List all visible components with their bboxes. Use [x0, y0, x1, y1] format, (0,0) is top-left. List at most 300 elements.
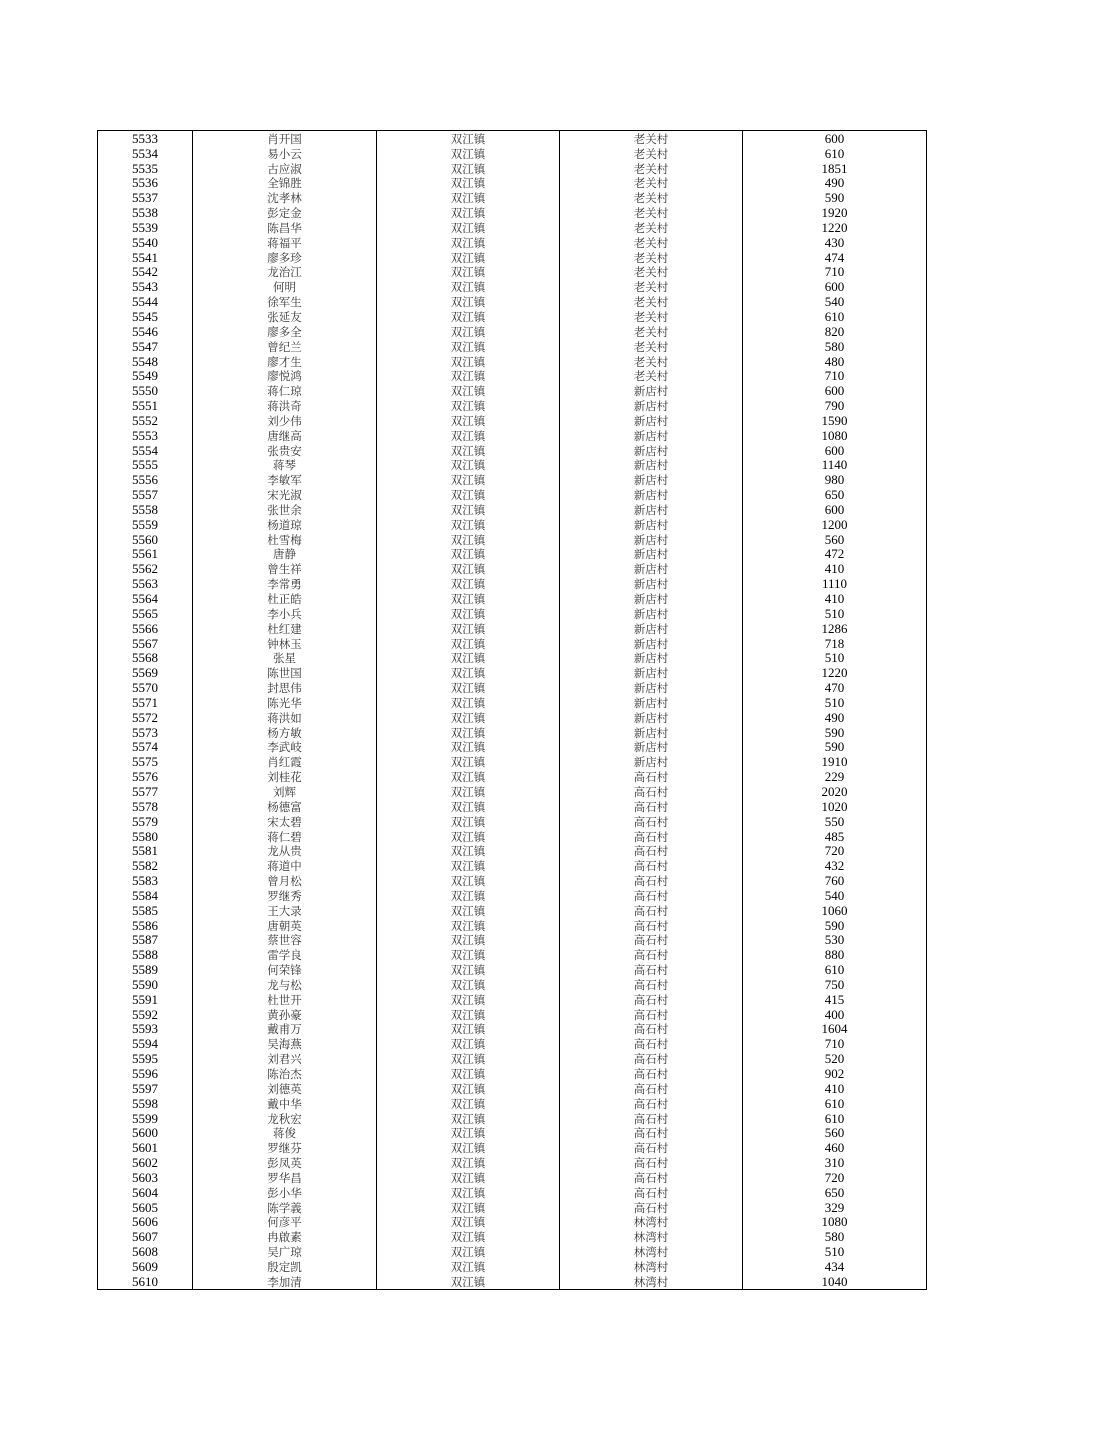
row-number-cell: 5550: [98, 383, 193, 398]
table-row: [98, 799, 927, 814]
amount-cell: 1286: [743, 621, 927, 636]
table-row: [98, 829, 927, 844]
amount-cell: 1020: [743, 799, 927, 814]
town-cell: 双江镇: [377, 547, 560, 562]
amount-cell: 590: [743, 190, 927, 205]
person-name-cell: 刘辉: [193, 784, 377, 799]
row-number-cell: 5587: [98, 933, 193, 948]
amount-cell: 490: [743, 710, 927, 725]
row-number-cell: 5588: [98, 947, 193, 962]
village-cell: 高石村: [560, 829, 743, 844]
table-row: [98, 769, 927, 784]
row-number-cell: 5605: [98, 1200, 193, 1215]
amount-cell: 510: [743, 606, 927, 621]
town-cell: 双江镇: [377, 1155, 560, 1170]
table-row: [98, 309, 927, 324]
table-row: [98, 443, 927, 458]
amount-cell: 1851: [743, 161, 927, 176]
row-number-cell: 5568: [98, 651, 193, 666]
amount-cell: 710: [743, 369, 927, 384]
town-cell: 双江镇: [377, 1140, 560, 1155]
amount-cell: 510: [743, 695, 927, 710]
row-number-cell: 5583: [98, 873, 193, 888]
person-name-cell: 李武岐: [193, 740, 377, 755]
table-row: [98, 888, 927, 903]
town-cell: 双江镇: [377, 1274, 560, 1289]
person-name-cell: 刘德英: [193, 1081, 377, 1096]
amount-cell: 1040: [743, 1274, 927, 1289]
table-body: [98, 131, 927, 1290]
person-name-cell: 唐静: [193, 547, 377, 562]
row-number-cell: 5548: [98, 354, 193, 369]
amount-cell: 434: [743, 1259, 927, 1274]
row-number-cell: 5572: [98, 710, 193, 725]
town-cell: 双江镇: [377, 1066, 560, 1081]
amount-cell: 880: [743, 947, 927, 962]
town-cell: 双江镇: [377, 947, 560, 962]
table-row: [98, 1140, 927, 1155]
row-number-cell: 5609: [98, 1259, 193, 1274]
town-cell: 双江镇: [377, 458, 560, 473]
person-name-cell: 杨方敏: [193, 725, 377, 740]
village-cell: 新店村: [560, 636, 743, 651]
row-number-cell: 5576: [98, 769, 193, 784]
amount-cell: 720: [743, 1170, 927, 1185]
person-name-cell: 杜世开: [193, 992, 377, 1007]
person-name-cell: 陈昌华: [193, 220, 377, 235]
village-cell: 老关村: [560, 279, 743, 294]
person-name-cell: 龙治江: [193, 265, 377, 280]
person-name-cell: 全锦胜: [193, 176, 377, 191]
person-name-cell: 张贵安: [193, 443, 377, 458]
row-number-cell: 5589: [98, 962, 193, 977]
village-cell: 高石村: [560, 1126, 743, 1141]
amount-cell: 600: [743, 383, 927, 398]
amount-cell: 790: [743, 398, 927, 413]
table-row: [98, 131, 927, 146]
village-cell: 新店村: [560, 428, 743, 443]
town-cell: 双江镇: [377, 725, 560, 740]
amount-cell: 902: [743, 1066, 927, 1081]
village-cell: 高石村: [560, 1200, 743, 1215]
row-number-cell: 5538: [98, 205, 193, 220]
person-name-cell: 冉啟素: [193, 1229, 377, 1244]
row-number-cell: 5560: [98, 532, 193, 547]
amount-cell: 580: [743, 1229, 927, 1244]
village-cell: 林湾村: [560, 1259, 743, 1274]
table-row: [98, 651, 927, 666]
row-number-cell: 5557: [98, 487, 193, 502]
village-cell: 新店村: [560, 725, 743, 740]
village-cell: 高石村: [560, 1066, 743, 1081]
row-number-cell: 5556: [98, 472, 193, 487]
person-name-cell: 廖多珍: [193, 250, 377, 265]
village-cell: 新店村: [560, 740, 743, 755]
person-name-cell: 肖开国: [193, 131, 377, 146]
amount-cell: 510: [743, 1244, 927, 1259]
person-name-cell: 陈治杰: [193, 1066, 377, 1081]
person-name-cell: 戴中华: [193, 1096, 377, 1111]
village-cell: 新店村: [560, 502, 743, 517]
table-row: [98, 606, 927, 621]
amount-cell: 530: [743, 933, 927, 948]
amount-cell: 720: [743, 844, 927, 859]
town-cell: 双江镇: [377, 844, 560, 859]
village-cell: 老关村: [560, 324, 743, 339]
row-number-cell: 5539: [98, 220, 193, 235]
village-cell: 新店村: [560, 472, 743, 487]
village-cell: 新店村: [560, 754, 743, 769]
table-row: [98, 1170, 927, 1185]
row-number-cell: 5564: [98, 591, 193, 606]
amount-cell: 580: [743, 339, 927, 354]
person-name-cell: 彭凤英: [193, 1155, 377, 1170]
amount-cell: 1060: [743, 903, 927, 918]
village-cell: 高石村: [560, 977, 743, 992]
row-number-cell: 5555: [98, 458, 193, 473]
row-number-cell: 5601: [98, 1140, 193, 1155]
village-cell: 高石村: [560, 933, 743, 948]
person-name-cell: 彭小华: [193, 1185, 377, 1200]
town-cell: 双江镇: [377, 472, 560, 487]
town-cell: 双江镇: [377, 369, 560, 384]
row-number-cell: 5543: [98, 279, 193, 294]
table-row: [98, 621, 927, 636]
town-cell: 双江镇: [377, 146, 560, 161]
row-number-cell: 5561: [98, 547, 193, 562]
village-cell: 新店村: [560, 621, 743, 636]
village-cell: 老关村: [560, 354, 743, 369]
village-cell: 新店村: [560, 413, 743, 428]
village-cell: 老关村: [560, 369, 743, 384]
village-cell: 老关村: [560, 161, 743, 176]
town-cell: 双江镇: [377, 799, 560, 814]
row-number-cell: 5597: [98, 1081, 193, 1096]
town-cell: 双江镇: [377, 1081, 560, 1096]
table-row: [98, 1185, 927, 1200]
amount-cell: 470: [743, 680, 927, 695]
village-cell: 高石村: [560, 844, 743, 859]
person-name-cell: 刘桂花: [193, 769, 377, 784]
amount-cell: 760: [743, 873, 927, 888]
town-cell: 双江镇: [377, 413, 560, 428]
table-row: [98, 665, 927, 680]
row-number-cell: 5559: [98, 517, 193, 532]
amount-cell: 650: [743, 1185, 927, 1200]
row-number-cell: 5569: [98, 665, 193, 680]
town-cell: 双江镇: [377, 220, 560, 235]
row-number-cell: 5607: [98, 1229, 193, 1244]
table-row: [98, 324, 927, 339]
amount-cell: 1110: [743, 576, 927, 591]
village-cell: 新店村: [560, 591, 743, 606]
person-name-cell: 蒋洪奇: [193, 398, 377, 413]
table-row: [98, 1229, 927, 1244]
person-name-cell: 戴甫万: [193, 1022, 377, 1037]
row-number-cell: 5598: [98, 1096, 193, 1111]
row-number-cell: 5578: [98, 799, 193, 814]
person-name-cell: 徐军生: [193, 294, 377, 309]
amount-cell: 510: [743, 651, 927, 666]
table-row: [98, 265, 927, 280]
amount-cell: 229: [743, 769, 927, 784]
row-number-cell: 5575: [98, 754, 193, 769]
table-row: [98, 725, 927, 740]
town-cell: 双江镇: [377, 324, 560, 339]
village-cell: 新店村: [560, 710, 743, 725]
village-cell: 新店村: [560, 532, 743, 547]
town-cell: 双江镇: [377, 740, 560, 755]
town-cell: 双江镇: [377, 977, 560, 992]
amount-cell: 1220: [743, 665, 927, 680]
town-cell: 双江镇: [377, 1185, 560, 1200]
amount-cell: 430: [743, 235, 927, 250]
town-cell: 双江镇: [377, 665, 560, 680]
town-cell: 双江镇: [377, 1007, 560, 1022]
table-row: [98, 205, 927, 220]
village-cell: 新店村: [560, 458, 743, 473]
table-row: [98, 517, 927, 532]
town-cell: 双江镇: [377, 443, 560, 458]
table-row: [98, 962, 927, 977]
row-number-cell: 5577: [98, 784, 193, 799]
person-name-cell: 何明: [193, 279, 377, 294]
person-name-cell: 封思伟: [193, 680, 377, 695]
village-cell: 高石村: [560, 1170, 743, 1185]
table-row: [98, 1022, 927, 1037]
amount-cell: 610: [743, 1111, 927, 1126]
person-name-cell: 蒋洪如: [193, 710, 377, 725]
town-cell: 双江镇: [377, 250, 560, 265]
table-row: [98, 992, 927, 1007]
amount-cell: 820: [743, 324, 927, 339]
town-cell: 双江镇: [377, 784, 560, 799]
amount-cell: 610: [743, 146, 927, 161]
row-number-cell: 5542: [98, 265, 193, 280]
village-cell: 新店村: [560, 561, 743, 576]
town-cell: 双江镇: [377, 517, 560, 532]
town-cell: 双江镇: [377, 354, 560, 369]
person-name-cell: 钟林玉: [193, 636, 377, 651]
person-name-cell: 李敏军: [193, 472, 377, 487]
row-number-cell: 5584: [98, 888, 193, 903]
village-cell: 高石村: [560, 799, 743, 814]
amount-cell: 590: [743, 725, 927, 740]
row-number-cell: 5600: [98, 1126, 193, 1141]
village-cell: 老关村: [560, 205, 743, 220]
table-row: [98, 220, 927, 235]
town-cell: 双江镇: [377, 621, 560, 636]
village-cell: 老关村: [560, 309, 743, 324]
person-name-cell: 何彦平: [193, 1215, 377, 1230]
table-row: [98, 294, 927, 309]
amount-cell: 490: [743, 176, 927, 191]
village-cell: 高石村: [560, 888, 743, 903]
table-row: [98, 339, 927, 354]
amount-cell: 610: [743, 962, 927, 977]
village-cell: 高石村: [560, 947, 743, 962]
table-row: [98, 1259, 927, 1274]
table-row: [98, 754, 927, 769]
table-row: [98, 1111, 927, 1126]
village-cell: 老关村: [560, 220, 743, 235]
person-name-cell: 宋太碧: [193, 814, 377, 829]
town-cell: 双江镇: [377, 933, 560, 948]
row-number-cell: 5606: [98, 1215, 193, 1230]
town-cell: 双江镇: [377, 710, 560, 725]
amount-cell: 590: [743, 740, 927, 755]
table-row: [98, 1126, 927, 1141]
village-cell: 高石村: [560, 1081, 743, 1096]
amount-cell: 310: [743, 1155, 927, 1170]
village-cell: 新店村: [560, 606, 743, 621]
village-cell: 新店村: [560, 487, 743, 502]
row-number-cell: 5581: [98, 844, 193, 859]
table-row: [98, 161, 927, 176]
row-number-cell: 5586: [98, 918, 193, 933]
town-cell: 双江镇: [377, 680, 560, 695]
amount-cell: 1590: [743, 413, 927, 428]
town-cell: 双江镇: [377, 576, 560, 591]
row-number-cell: 5573: [98, 725, 193, 740]
person-name-cell: 曾纪兰: [193, 339, 377, 354]
village-cell: 高石村: [560, 1022, 743, 1037]
amount-cell: 1080: [743, 1215, 927, 1230]
table-row: [98, 383, 927, 398]
amount-cell: 980: [743, 472, 927, 487]
village-cell: 林湾村: [560, 1215, 743, 1230]
amount-cell: 1604: [743, 1022, 927, 1037]
person-name-cell: 唐朝英: [193, 918, 377, 933]
person-name-cell: 陈光华: [193, 695, 377, 710]
town-cell: 双江镇: [377, 918, 560, 933]
amount-cell: 718: [743, 636, 927, 651]
town-cell: 双江镇: [377, 962, 560, 977]
amount-cell: 460: [743, 1140, 927, 1155]
village-cell: 新店村: [560, 517, 743, 532]
village-cell: 新店村: [560, 547, 743, 562]
amount-cell: 1140: [743, 458, 927, 473]
town-cell: 双江镇: [377, 1259, 560, 1274]
person-name-cell: 杨德富: [193, 799, 377, 814]
person-name-cell: 罗继芬: [193, 1140, 377, 1155]
person-name-cell: 王大录: [193, 903, 377, 918]
row-number-cell: 5540: [98, 235, 193, 250]
table-row: [98, 977, 927, 992]
row-number-cell: 5544: [98, 294, 193, 309]
person-name-cell: 廖多全: [193, 324, 377, 339]
row-number-cell: 5595: [98, 1051, 193, 1066]
person-name-cell: 张世余: [193, 502, 377, 517]
village-cell: 新店村: [560, 443, 743, 458]
amount-cell: 485: [743, 829, 927, 844]
row-number-cell: 5604: [98, 1185, 193, 1200]
person-name-cell: 杜红建: [193, 621, 377, 636]
amount-cell: 610: [743, 1096, 927, 1111]
table-row: [98, 250, 927, 265]
row-number-cell: 5537: [98, 190, 193, 205]
village-cell: 高石村: [560, 903, 743, 918]
table-row: [98, 710, 927, 725]
row-number-cell: 5570: [98, 680, 193, 695]
table-row: [98, 369, 927, 384]
village-cell: 高石村: [560, 814, 743, 829]
person-name-cell: 肖红霞: [193, 754, 377, 769]
row-number-cell: 5551: [98, 398, 193, 413]
person-name-cell: 曾生祥: [193, 561, 377, 576]
row-number-cell: 5534: [98, 146, 193, 161]
town-cell: 双江镇: [377, 591, 560, 606]
village-cell: 新店村: [560, 695, 743, 710]
town-cell: 双江镇: [377, 1022, 560, 1037]
row-number-cell: 5547: [98, 339, 193, 354]
person-name-cell: 陈学義: [193, 1200, 377, 1215]
person-name-cell: 唐继高: [193, 428, 377, 443]
table-row: [98, 1007, 927, 1022]
person-name-cell: 廖才生: [193, 354, 377, 369]
table-row: [98, 458, 927, 473]
amount-cell: 1080: [743, 428, 927, 443]
row-number-cell: 5579: [98, 814, 193, 829]
person-name-cell: 李常勇: [193, 576, 377, 591]
amount-cell: 472: [743, 547, 927, 562]
person-name-cell: 蒋俊: [193, 1126, 377, 1141]
amount-cell: 415: [743, 992, 927, 1007]
row-number-cell: 5533: [98, 131, 193, 146]
amount-cell: 1920: [743, 205, 927, 220]
row-number-cell: 5585: [98, 903, 193, 918]
person-name-cell: 蒋福平: [193, 235, 377, 250]
person-name-cell: 杨道琼: [193, 517, 377, 532]
amount-cell: 710: [743, 1036, 927, 1051]
village-cell: 高石村: [560, 873, 743, 888]
table-row: [98, 814, 927, 829]
town-cell: 双江镇: [377, 1244, 560, 1259]
amount-cell: 540: [743, 294, 927, 309]
town-cell: 双江镇: [377, 279, 560, 294]
town-cell: 双江镇: [377, 636, 560, 651]
village-cell: 老关村: [560, 265, 743, 280]
row-number-cell: 5599: [98, 1111, 193, 1126]
person-name-cell: 罗华昌: [193, 1170, 377, 1185]
person-name-cell: 刘少伟: [193, 413, 377, 428]
village-cell: 高石村: [560, 1111, 743, 1126]
row-number-cell: 5536: [98, 176, 193, 191]
town-cell: 双江镇: [377, 398, 560, 413]
table-row: [98, 1244, 927, 1259]
town-cell: 双江镇: [377, 532, 560, 547]
village-cell: 高石村: [560, 1155, 743, 1170]
village-cell: 老关村: [560, 235, 743, 250]
person-name-cell: 曾月松: [193, 873, 377, 888]
row-number-cell: 5541: [98, 250, 193, 265]
amount-cell: 1220: [743, 220, 927, 235]
person-name-cell: 蒋琴: [193, 458, 377, 473]
table-row: [98, 1051, 927, 1066]
amount-cell: 2020: [743, 784, 927, 799]
amount-cell: 540: [743, 888, 927, 903]
amount-cell: 480: [743, 354, 927, 369]
village-cell: 新店村: [560, 651, 743, 666]
amount-cell: 600: [743, 131, 927, 146]
person-name-cell: 张延友: [193, 309, 377, 324]
town-cell: 双江镇: [377, 561, 560, 576]
town-cell: 双江镇: [377, 769, 560, 784]
town-cell: 双江镇: [377, 131, 560, 146]
town-cell: 双江镇: [377, 294, 560, 309]
person-name-cell: 宋光淑: [193, 487, 377, 502]
amount-cell: 560: [743, 1126, 927, 1141]
